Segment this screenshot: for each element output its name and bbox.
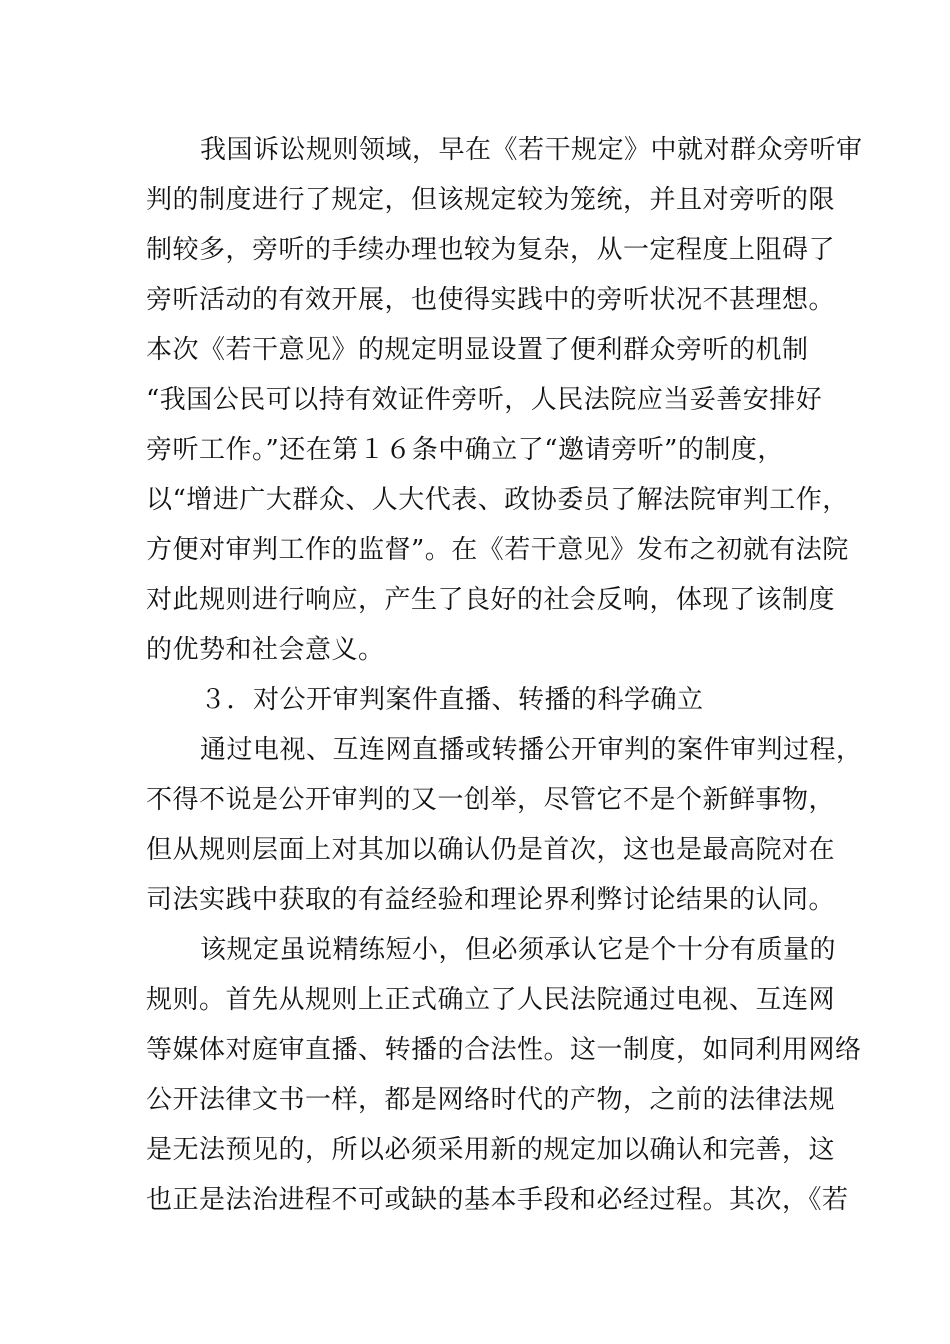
paragraph-1-line-4: 旁听活动的有效开展，也使得实践中的旁听状况不甚理想。 (146, 285, 836, 315)
paragraph-1-line-10: 对此规则进行响应，产生了良好的社会反响，体现了该制度 (146, 585, 836, 615)
section-heading: ３．对公开审判案件直播、转播的科学确立 (200, 685, 704, 715)
paragraph-1-line-2: 判的制度进行了规定，但该规定较为笼统，并且对旁听的限 (146, 185, 836, 215)
paragraph-1-line-5: 本次《若干意见》的规定明显设置了便利群众旁听的机制 (146, 335, 809, 365)
paragraph-2-line-1: 通过电视、互连网直播或转播公开审判的案件审判过程， (200, 735, 863, 765)
paragraph-3-line-4: 公开法律文书一样，都是网络时代的产物，之前的法律法规 (146, 1085, 836, 1115)
paragraph-1-line-6: “我国公民可以持有效证件旁听，人民法院应当妥善安排好 (146, 385, 823, 415)
paragraph-3-line-5: 是无法预见的，所以必须采用新的规定加以确认和完善，这 (146, 1135, 836, 1165)
paragraph-3-line-2: 规则。首先从规则上正式确立了人民法院通过电视、互连网 (146, 985, 836, 1015)
paragraph-2-line-4: 司法实践中获取的有益经验和理论界利弊讨论结果的认同。 (146, 885, 836, 915)
paragraph-3-line-6: 也正是法治进程不可或缺的基本手段和必经过程。其次，《若 (146, 1185, 849, 1215)
paragraph-1-line-3: 制较多，旁听的手续办理也较为复杂，从一定程度上阻碍了 (146, 235, 836, 265)
paragraph-1-line-7: 旁听工作。”还在第１６条中确立了“邀请旁听”的制度， (146, 435, 784, 465)
paragraph-2-line-3: 但从规则层面上对其加以确认仍是首次，这也是最高院对在 (146, 835, 836, 865)
paragraph-3-line-3: 等媒体对庭审直播、转播的合法性。这一制度，如同利用网络 (146, 1035, 862, 1065)
paragraph-1-line-1: 我国诉讼规则领域，早在《若干规定》中就对群众旁听审 (200, 135, 863, 165)
paragraph-1-line-9: 方便对审判工作的监督”。在《若干意见》发布之初就有法院 (146, 535, 849, 565)
paragraph-1-line-11: 的优势和社会意义。 (146, 635, 385, 665)
paragraph-1-line-8: 以“增进广大群众、人大代表、政协委员了解法院审判工作， (146, 485, 849, 515)
paragraph-2-line-2: 不得不说是公开审判的又一创举，尽管它不是个新鲜事物， (146, 785, 836, 815)
paragraph-3-line-1: 该规定虽说精练短小，但必须承认它是个十分有质量的 (200, 935, 837, 965)
